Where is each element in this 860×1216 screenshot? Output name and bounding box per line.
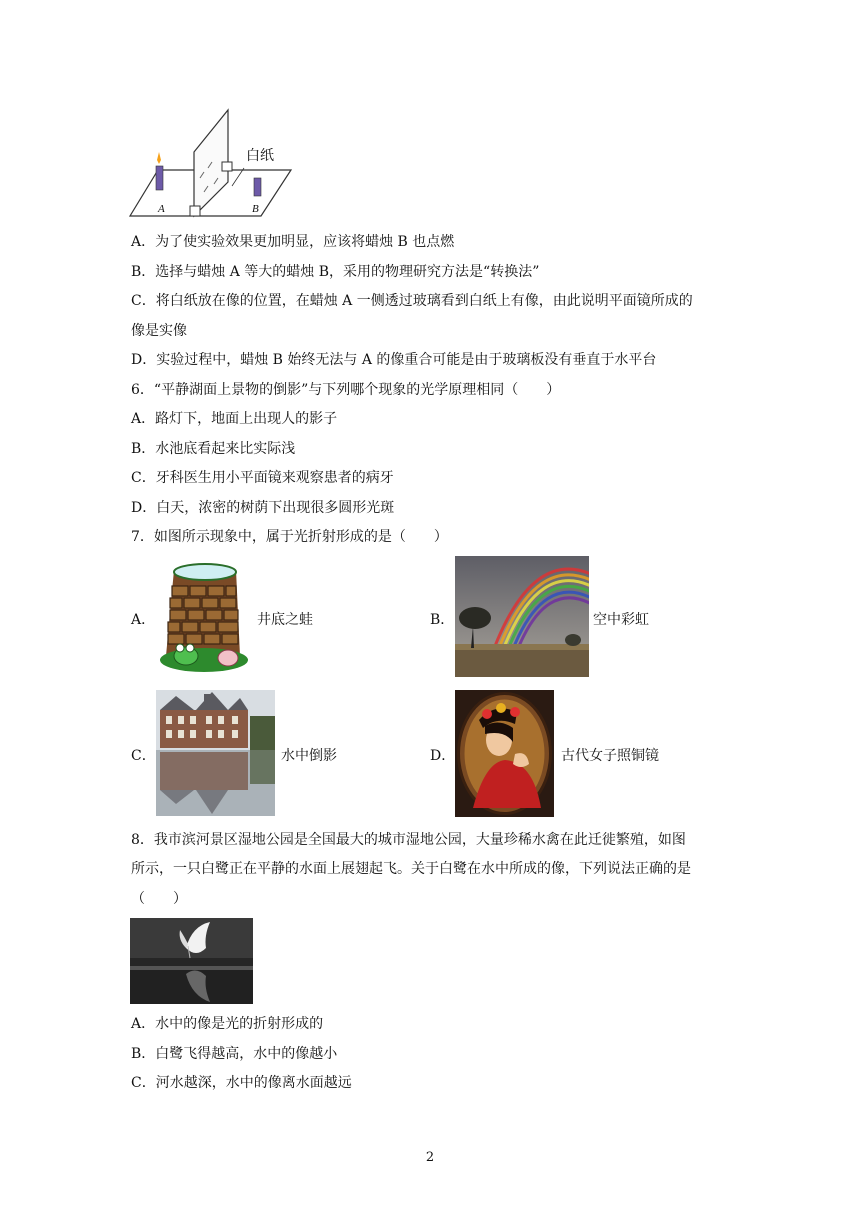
bronze-mirror-image [455,690,554,817]
q6-option-a: A．路灯下，地面上出现人的影子 [131,411,338,427]
q8-stem-line-3: （ ） [131,891,187,907]
q5-option-c: C．将白纸放在像的位置，在蜡烛 A 一侧透过玻璃看到白纸上有像，由此说明平面镜所成的 [131,293,693,309]
q6-option-b: B．水池底看起来比实际浅 [131,441,296,457]
q8-stem-line-2: 所示，一只白鹭正在平静的水面上展翅起飞。关于白鹭在水中所成的像，下列说法正确的是 [131,861,691,877]
q8-stem-line-1: 8．我市滨河景区湿地公园是全国最大的城市湿地公园，大量珍稀水禽在此迁徙繁殖，如图 [131,832,686,848]
q5-option-b: B．选择与蜡烛 A 等大的蜡烛 B，采用的物理研究方法是“转换法” [131,264,540,280]
q6-option-d: D．白天，浓密的树荫下出现很多圆形光斑 [131,500,395,516]
q8-option-b: B．白鹭飞得越高，水中的像越小 [131,1046,338,1062]
q7-option-d-letter: D． [430,748,456,764]
q7-option-d-caption: 古代女子照铜镜 [561,748,659,764]
q7-option-b-caption: 空中彩虹 [593,612,649,628]
q7-stem: 7．如图所示现象中，属于光折射形成的是（ ） [131,529,448,545]
q6-stem: 6．“平静湖面上景物的倒影”与下列哪个现象的光学原理相同（ ） [131,382,561,398]
q6-option-c: C．牙科医生用小平面镜来观察患者的病牙 [131,470,394,486]
egret-image [130,918,253,1004]
q7-option-b-letter: B． [430,612,455,628]
frog-in-well-image [156,560,252,676]
candle-label-b: B [252,203,259,215]
mirror-experiment-figure [128,108,298,220]
q8-option-a: A．水中的像是光的折射形成的 [131,1016,324,1032]
page-number: 2 [425,1150,435,1165]
castle-reflection-image [156,690,275,816]
q7-option-a-letter: A． [131,612,156,628]
q7-option-c-caption: 水中倒影 [281,748,337,764]
q7-option-a-caption: 井底之蛙 [257,612,313,628]
q5-option-d: D．实验过程中，蜡烛 B 始终无法与 A 的像重合可能是由于玻璃板没有垂直于水平台 [131,352,657,368]
q5-option-c-continued: 像是实像 [131,323,187,339]
q7-option-c-letter: C． [131,748,156,764]
candle-label-a: A [158,203,165,215]
rainbow-image [455,556,589,677]
figure-label: 白纸 [246,147,274,163]
q8-option-c: C．河水越深，水中的像离水面越远 [131,1075,352,1091]
q5-option-a: A．为了使实验效果更加明显，应该将蜡烛 B 也点燃 [131,234,455,250]
